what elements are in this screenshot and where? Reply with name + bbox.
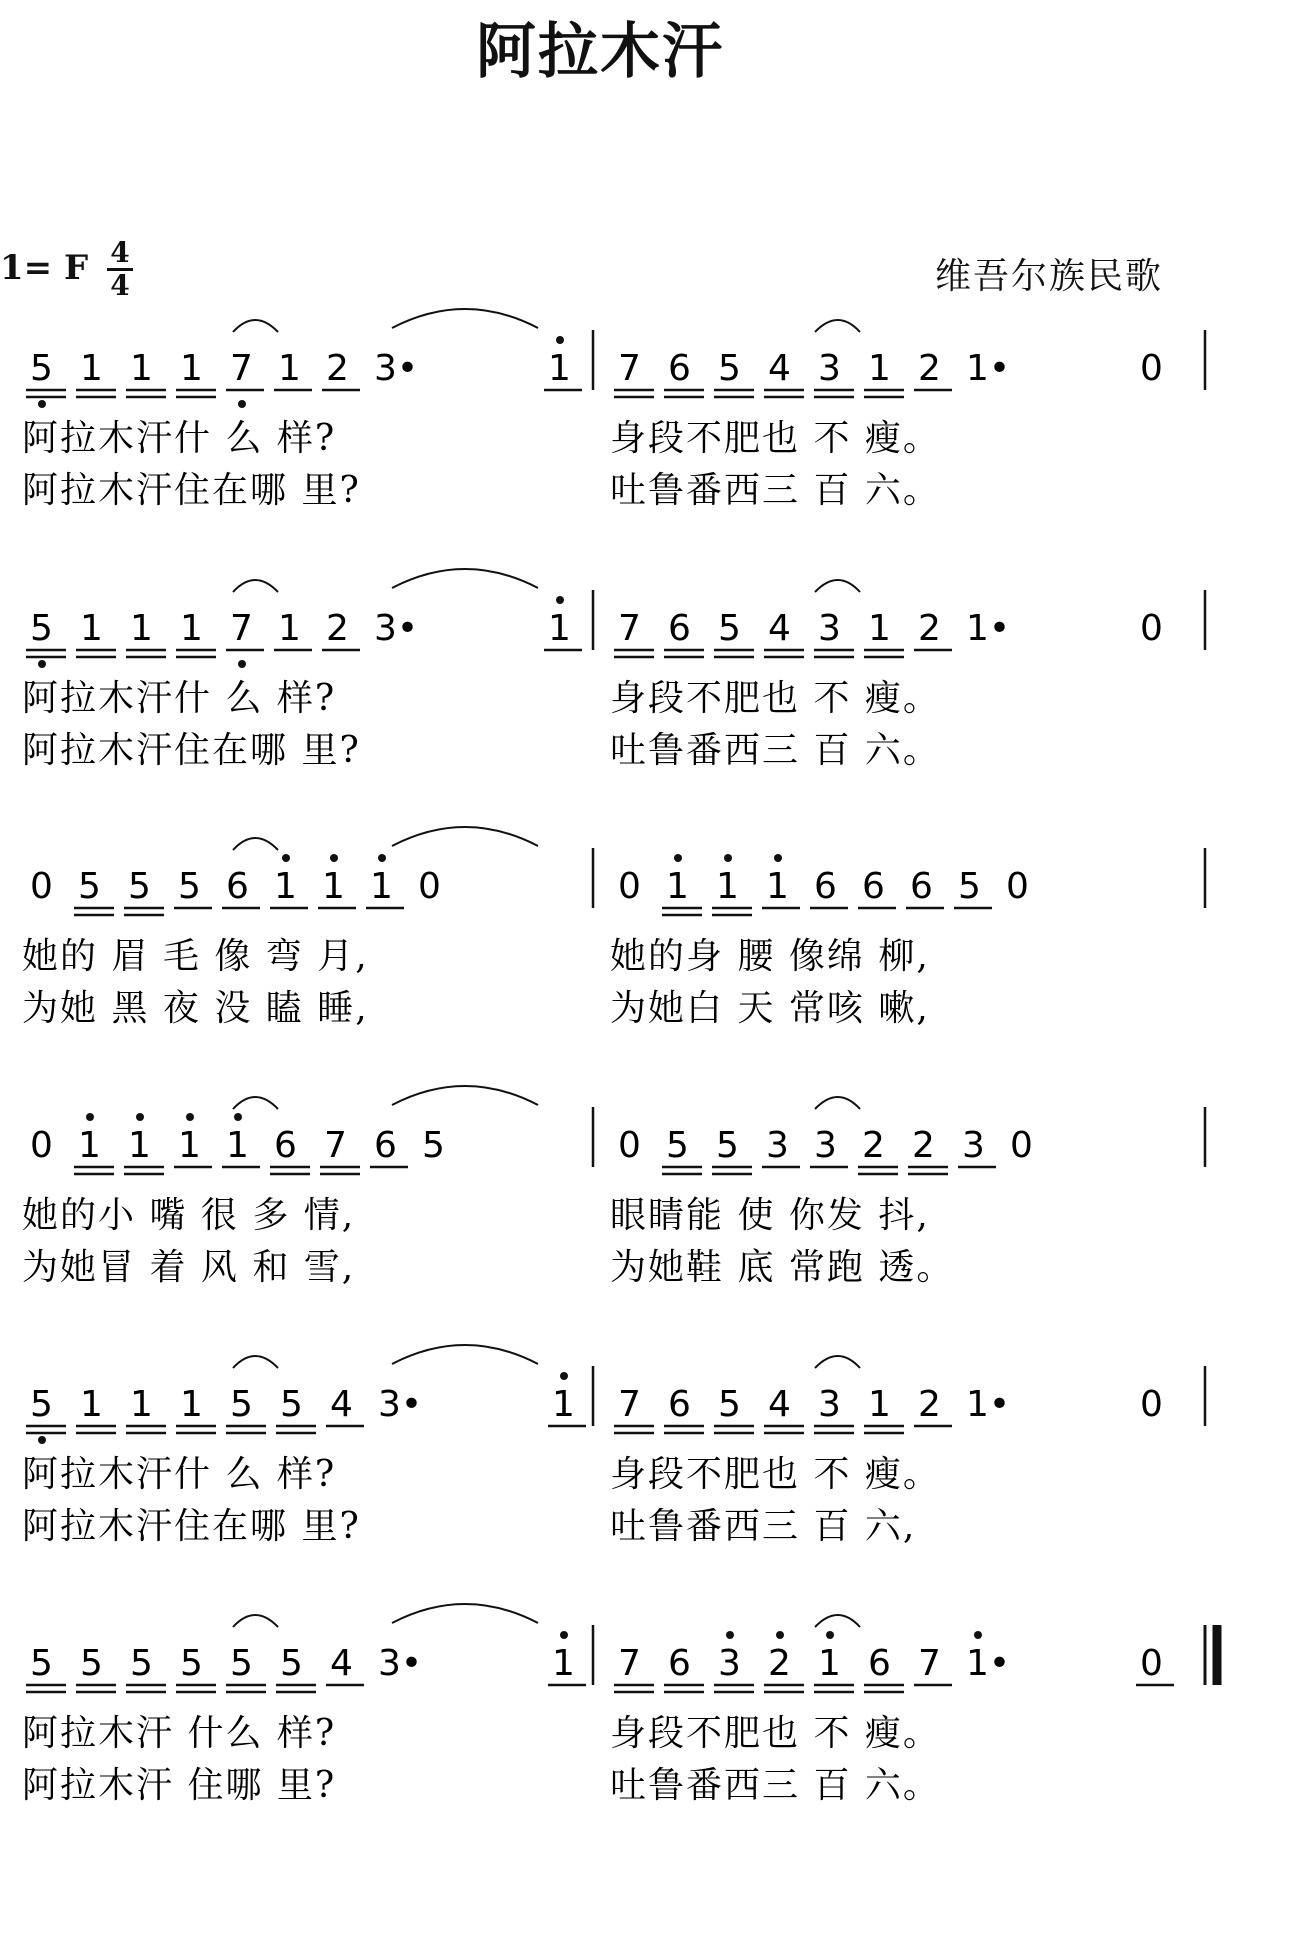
note-digit: 6 [374,1125,397,1166]
octave-dot-high [724,854,732,862]
song-title: 阿拉木汗 [476,17,724,87]
note-digit: 1 [180,608,203,649]
note-digit: 4 [768,1384,791,1425]
note-digit: 5 [280,1643,303,1684]
note-digit: 0 [618,866,641,907]
note-digit: 5 [30,348,53,389]
time-signature-bottom: 4 [110,269,130,302]
note-digit: 7 [324,1125,347,1166]
note-digit: 6 [910,866,933,907]
lyric-line: 为她白 天 常咳 嗽, [610,988,930,1029]
slur-arc [392,1345,538,1364]
tie-arc [233,320,278,332]
note-digit: 1• [966,608,1011,649]
note-digit: 1 [716,866,739,907]
note-digit: 3 [718,1643,741,1684]
lyric-line: 为她冒 着 风 和 雪, [22,1247,356,1288]
composer-credit: 维吾尔族民歌 [935,256,1164,297]
note-digit: 1 [818,1643,841,1684]
note-digit: 3• [378,1384,423,1425]
octave-dot-high [776,1631,784,1639]
note-digit: 3 [962,1125,985,1166]
lyric-line: 为她鞋 底 常跑 透。 [610,1247,955,1288]
note-digit: 0 [1006,866,1029,907]
note-digit: 1 [130,348,153,389]
note-digit: 3 [818,1384,841,1425]
note-digit: 1 [80,1384,103,1425]
lyric-line: 身段不肥也 不 瘦。 [610,678,941,719]
note-digit: 7 [618,1643,641,1684]
octave-dot-low [238,660,246,668]
note-digit: 1 [178,1125,201,1166]
tie-arc [233,1356,278,1368]
note-digit: 6 [668,348,691,389]
note-digit: 3 [766,1125,789,1166]
octave-dot-high [974,1631,982,1639]
tie-arc [815,1356,860,1368]
note-digit: 3• [374,348,419,389]
note-digit: 1 [548,608,571,649]
octave-dot-high [726,1631,734,1639]
note-digit: 0 [30,1125,53,1166]
note-digit: 0 [1010,1125,1033,1166]
tie-arc [233,1097,278,1109]
note-digit: 0 [1140,348,1163,389]
tie-arc [815,1615,860,1627]
note-digit: 5 [30,1643,53,1684]
note-digit: 0 [1140,1643,1163,1684]
note-digit: 0 [30,866,53,907]
octave-dot-high [774,854,782,862]
note-digit: 1• [966,1643,1011,1684]
note-digit: 2 [918,348,941,389]
note-digit: 1 [552,1384,575,1425]
note-digit: 5 [128,866,151,907]
note-digit: 1 [278,348,301,389]
note-digit: 2 [862,1125,885,1166]
note-digit: 2 [918,608,941,649]
note-digit: 5 [230,1643,253,1684]
note-digit: 6 [274,1125,297,1166]
note-digit: 2 [326,608,349,649]
note-digit: 1• [966,348,1011,389]
octave-dot-low [38,400,46,408]
lyric-line: 阿拉木汗什 么 样? [22,678,337,719]
lyric-line: 吐鲁番西三 百 六。 [610,470,941,511]
lyric-line: 眼睛能 使 你发 抖, [610,1195,930,1236]
octave-dot-high [282,854,290,862]
note-digit: 1 [322,866,345,907]
note-digit: 1 [278,608,301,649]
note-digit: 3 [818,348,841,389]
note-digit: 3 [814,1125,837,1166]
note-digit: 5 [280,1384,303,1425]
slur-arc [392,1604,538,1623]
note-digit: 1 [274,866,297,907]
tie-arc [815,320,860,332]
tie-arc [815,1097,860,1109]
tie-arc [233,1615,278,1627]
note-digit: 6 [868,1643,891,1684]
note-digit: 1 [868,608,891,649]
octave-dot-high [86,1113,94,1121]
lyric-line: 阿拉木汗住在哪 里? [22,1506,361,1547]
note-digit: 0 [418,866,441,907]
lyric-line: 吐鲁番西三 百 六。 [610,1765,941,1806]
note-digit: 1 [548,348,571,389]
octave-dot-low [38,1436,46,1444]
octave-dot-low [38,660,46,668]
note-digit: 7 [918,1643,941,1684]
note-digit: 1 [78,1125,101,1166]
note-digit: 7 [230,608,253,649]
note-digit: 2 [918,1384,941,1425]
note-digit: 6 [226,866,249,907]
lyric-line: 阿拉木汗什 么 样? [22,1454,337,1495]
note-digit: 7 [618,1384,641,1425]
note-digit: 7 [230,348,253,389]
lyric-line: 吐鲁番西三 百 六, [610,1506,917,1547]
lyric-line: 身段不肥也 不 瘦。 [610,1713,941,1754]
time-signature-top: 4 [110,236,130,269]
slur-arc [392,1086,538,1105]
note-digit: 4 [330,1643,353,1684]
note-digit: 0 [1140,608,1163,649]
octave-dot-high [136,1113,144,1121]
lyric-line: 阿拉木汗什 么 样? [22,418,337,459]
note-digit: 5 [178,866,201,907]
lyric-line: 她的 眉 毛 像 弯 月, [22,936,369,977]
note-digit: 6 [668,1643,691,1684]
note-digit: 1 [130,608,153,649]
octave-dot-high [560,1631,568,1639]
octave-dot-high [556,596,564,604]
note-digit: 1• [966,1384,1011,1425]
note-digit: 2 [768,1643,791,1684]
octave-dot-high [556,336,564,344]
note-digit: 5 [230,1384,253,1425]
note-digit: 2 [912,1125,935,1166]
note-digit: 1 [868,1384,891,1425]
note-digit: 1 [130,1384,153,1425]
note-digit: 4 [768,608,791,649]
note-digit: 1 [128,1125,151,1166]
lyric-line: 身段不肥也 不 瘦。 [610,418,941,459]
lyric-line: 阿拉木汗住在哪 里? [22,730,361,771]
note-digit: 7 [618,348,641,389]
lyric-line: 她的身 腰 像绵 柳, [610,936,930,977]
note-digit: 3• [374,608,419,649]
tie-arc [815,580,860,592]
note-digit: 5 [30,608,53,649]
note-digit: 6 [668,608,691,649]
note-digit: 6 [668,1384,691,1425]
slur-arc [392,827,538,846]
note-digit: 2 [326,348,349,389]
slur-arc [392,569,538,588]
octave-dot-high [378,854,386,862]
octave-dot-low [238,400,246,408]
lyric-line: 阿拉木汗住在哪 里? [22,470,361,511]
note-digit: 4 [768,348,791,389]
note-digit: 1 [180,348,203,389]
note-digit: 5 [666,1125,689,1166]
note-digit: 3• [378,1643,423,1684]
note-digit: 5 [30,1384,53,1425]
note-digit: 1 [766,866,789,907]
octave-dot-high [560,1372,568,1380]
note-digit: 5 [958,866,981,907]
note-digit: 1 [226,1125,249,1166]
lyric-line: 为她 黑 夜 没 瞌 睡, [22,988,369,1029]
octave-dot-high [330,854,338,862]
note-digit: 1 [370,866,393,907]
lyric-line: 身段不肥也 不 瘦。 [610,1454,941,1495]
note-digit: 5 [718,608,741,649]
lyric-line: 阿拉木汗 住哪 里? [22,1765,337,1806]
note-digit: 1 [80,348,103,389]
tie-arc [233,838,278,850]
note-digit: 1 [552,1643,575,1684]
octave-dot-high [826,1631,834,1639]
note-digit: 5 [718,348,741,389]
octave-dot-high [674,854,682,862]
note-digit: 5 [130,1643,153,1684]
slur-arc [392,309,538,328]
note-digit: 3 [818,608,841,649]
key-signature: 1= F [0,248,89,288]
note-digit: 6 [814,866,837,907]
note-digit: 6 [862,866,885,907]
note-digit: 0 [1140,1384,1163,1425]
note-digit: 5 [80,1643,103,1684]
note-digit: 1 [180,1384,203,1425]
lyric-line: 她的小 嘴 很 多 情, [22,1195,356,1236]
octave-dot-high [186,1113,194,1121]
note-digit: 5 [78,866,101,907]
note-digit: 5 [716,1125,739,1166]
lyric-line: 吐鲁番西三 百 六。 [610,730,941,771]
note-digit: 5 [180,1643,203,1684]
note-digit: 4 [330,1384,353,1425]
note-digit: 7 [618,608,641,649]
note-digit: 1 [666,866,689,907]
note-digit: 1 [80,608,103,649]
note-digit: 5 [422,1125,445,1166]
lyric-line: 阿拉木汗 什么 样? [22,1713,337,1754]
note-digit: 5 [718,1384,741,1425]
octave-dot-high [234,1113,242,1121]
note-digit: 1 [868,348,891,389]
note-digit: 0 [618,1125,641,1166]
tie-arc [233,580,278,592]
